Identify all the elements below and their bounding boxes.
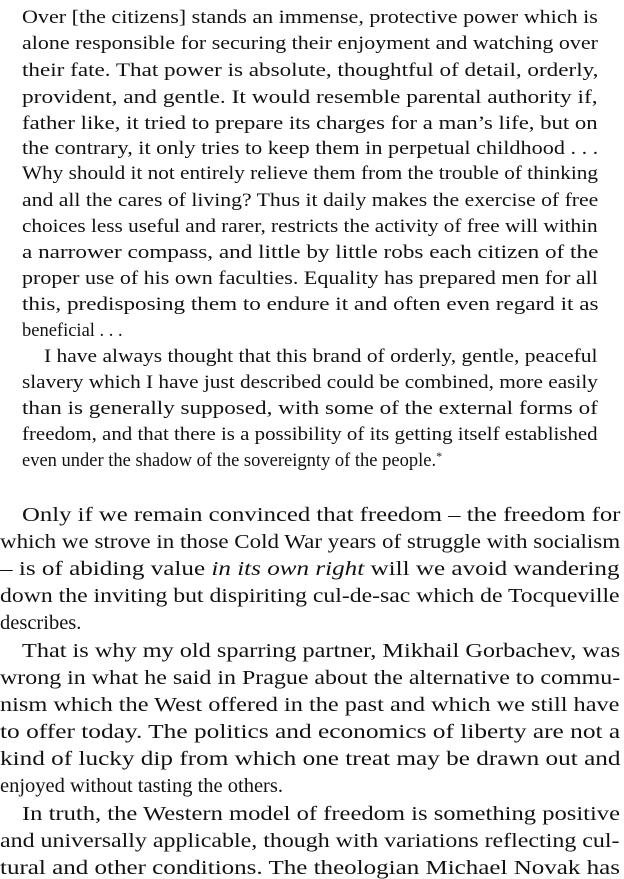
quote-last-text: even under the shadow of the sovereignty of the people. bbox=[22, 451, 437, 471]
quote-line-7: Why should it not entirely relieve them from the trouble of thinking bbox=[22, 164, 598, 184]
body-line-11: enjoyed without tasting the others. bbox=[0, 775, 283, 797]
quote-line-9: choices less useful and rarer, restricts the activity of free will within bbox=[22, 217, 598, 237]
quote-line-3: their fate. That power is absolute, thoughtful of detail, orderly, bbox=[22, 61, 599, 81]
quote-line-12: this, predisposing them to endure it and often even regard it as bbox=[22, 295, 599, 315]
quote-line-6: the contrary, it only tries to keep them in perpetual childhood . . . bbox=[22, 139, 599, 159]
quote-line-5: father like, it tried to prepare its charges for a man’s life, but on bbox=[22, 114, 598, 134]
body-line-6: That is why my old sparring partner, Mikhail Gorbachev, was bbox=[22, 640, 621, 662]
body-line-4: down the inviting but dispiriting cul-de-sac which de Tocqueville bbox=[0, 585, 620, 607]
body-line-10: kind of lucky dip from which one treat may be drawn out and bbox=[0, 748, 621, 770]
body-line-3-start: – is of abiding value bbox=[0, 558, 212, 580]
quote-line-2: alone responsible for securing their enjoyment and watching over bbox=[22, 34, 598, 54]
quote-line-1: Over [the citizens] stands an immense, protective power which is bbox=[22, 8, 598, 28]
body-line-9: to offer today. The politics and economics of liberty are not a bbox=[0, 721, 621, 743]
body-line-3-end: will we avoid wandering bbox=[364, 558, 620, 580]
quote-line-16: than is generally supposed, with some of the external forms of bbox=[22, 399, 598, 419]
body-line-1: Only if we remain convinced that freedom – the freedom for bbox=[22, 504, 621, 526]
body-line-8: nism which the West offered in the past and which we still have bbox=[0, 694, 620, 716]
quote-line-13: beneficial . . . bbox=[22, 321, 123, 341]
quote-line-14: I have always thought that this brand of orderly, gentle, peaceful bbox=[44, 347, 598, 367]
body-line-13: and universally applicable, though with variations reflecting cul- bbox=[0, 830, 620, 852]
quote-line-4: provident, and gentle. It would resemble parental authority if, bbox=[22, 88, 598, 108]
body-line-14: tural and other conditions. The theologian Michael Novak has bbox=[0, 857, 621, 879]
footnote-marker: * bbox=[436, 449, 443, 463]
body-line-7: wrong in what he said in Prague about the alternative to commu- bbox=[0, 667, 621, 689]
body-line-2: which we strove in those Cold War years of struggle with socialism bbox=[0, 531, 621, 553]
body-line-5: describes. bbox=[0, 612, 82, 634]
body-line-12: In truth, the Western model of freedom is something positive bbox=[22, 803, 621, 825]
quote-line-17: freedom, and that there is a possibility of its getting itself established bbox=[22, 425, 598, 445]
quote-line-10: a narrower compass, and little by little robs each citizen of the bbox=[22, 243, 599, 263]
quote-line-11: proper use of his own faculties. Equality has prepared men for all bbox=[22, 269, 598, 289]
emphasis-in-its-own-right: in its own right bbox=[211, 558, 365, 580]
quote-line-8: and all the cares of living? Thus it daily makes the exercise of free bbox=[22, 191, 599, 211]
quote-line-15: slavery which I have just described could be combined, more easily bbox=[22, 373, 598, 393]
quote-line-18 bbox=[22, 449, 443, 471]
body-line-3 bbox=[0, 559, 620, 580]
